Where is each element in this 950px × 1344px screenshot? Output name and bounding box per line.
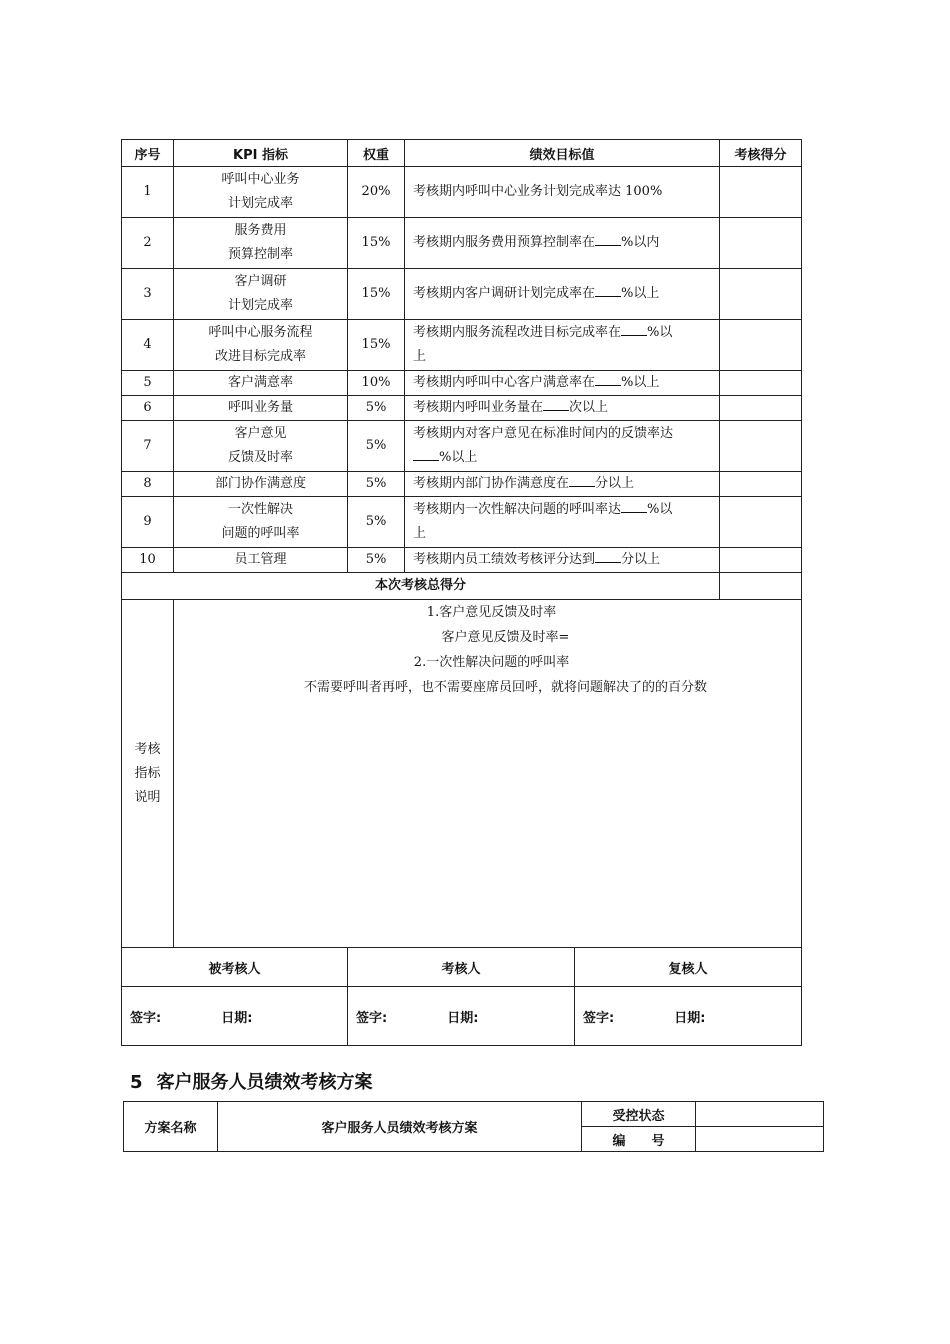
blank-field[interactable]: [595, 231, 621, 246]
notes-content: [174, 600, 802, 948]
row-kpi-name: 部门协作满意度: [174, 472, 348, 497]
plan-info-table: [123, 1101, 824, 1152]
header-no: 序号: [122, 140, 174, 167]
row-no: 4: [122, 320, 174, 371]
role-assessee: 被考核人: [122, 948, 348, 987]
row-kpi-name: 员工管理: [174, 548, 348, 573]
row-score-cell[interactable]: [720, 497, 802, 548]
control-status-label: 受控状态: [582, 1102, 696, 1127]
row-weight: 15%: [348, 320, 405, 371]
row-score-cell[interactable]: [720, 472, 802, 497]
assessor-signature-cell[interactable]: 签字: 日期:: [348, 987, 575, 1046]
table-row: [122, 396, 802, 421]
row-target: 考核期内呼叫中心业务计划完成率达 100%: [405, 167, 720, 218]
row-no: 3: [122, 269, 174, 320]
row-target: 考核期内对客户意见在标准时间内的反馈率达 %以上: [405, 421, 720, 472]
doc-number-label: 编 号: [582, 1127, 696, 1152]
note-item: 1.客户意见反馈及时率: [426, 605, 557, 620]
blank-field[interactable]: [621, 498, 647, 513]
plan-row: [124, 1102, 824, 1127]
total-row: [122, 573, 802, 600]
notes-row: [122, 600, 802, 948]
row-score-cell[interactable]: [720, 269, 802, 320]
row-no: 8: [122, 472, 174, 497]
row-weight: 20%: [348, 167, 405, 218]
note-item: 客户意见反馈及时率=: [441, 630, 570, 645]
assessee-signature-cell[interactable]: 签字: 日期:: [122, 987, 348, 1046]
kpi-header-row: [122, 140, 802, 167]
row-weight: 10%: [348, 371, 405, 396]
table-row: [122, 320, 802, 371]
section-heading: 客户服务人员绩效考核方案: [156, 1072, 373, 1093]
table-row: [122, 269, 802, 320]
section-title: [130, 1068, 373, 1094]
role-assessor: 考核人: [348, 948, 575, 987]
blank-field[interactable]: [413, 446, 439, 461]
row-kpi-name: 客户满意率: [174, 371, 348, 396]
row-target: 考核期内服务费用预算控制率在 %以内: [405, 218, 720, 269]
note-item: 2.一次性解决问题的呼叫率: [413, 655, 570, 670]
row-no: 2: [122, 218, 174, 269]
blank-field[interactable]: [595, 371, 621, 386]
blank-field[interactable]: [595, 282, 621, 297]
row-no: 7: [122, 421, 174, 472]
table-row: [122, 548, 802, 573]
row-no: 6: [122, 396, 174, 421]
row-no: 10: [122, 548, 174, 573]
row-target: 考核期内部门协作满意度在 分以上: [405, 472, 720, 497]
table-row: [122, 421, 802, 472]
header-weight: 权重: [348, 140, 405, 167]
row-target: 考核期内员工绩效考核评分达到 分以上: [405, 548, 720, 573]
signature-table: [121, 947, 802, 1046]
kpi-table: [121, 139, 802, 948]
header-target: 绩效目标值: [405, 140, 720, 167]
row-weight: 5%: [348, 497, 405, 548]
control-status-cell[interactable]: [696, 1102, 824, 1127]
row-score-cell[interactable]: [720, 218, 802, 269]
doc-number-cell[interactable]: [696, 1127, 824, 1152]
table-row: [122, 497, 802, 548]
row-no: 5: [122, 371, 174, 396]
row-weight: 5%: [348, 472, 405, 497]
header-kpi: KPI 指标: [174, 140, 348, 167]
row-kpi-name: 客户调研 计划完成率: [174, 269, 348, 320]
blank-field[interactable]: [621, 321, 647, 336]
header-score: 考核得分: [720, 140, 802, 167]
total-score-cell[interactable]: [720, 573, 802, 600]
row-kpi-name: 呼叫中心服务流程 改进目标完成率: [174, 320, 348, 371]
row-weight: 5%: [348, 421, 405, 472]
table-row: [122, 472, 802, 497]
row-kpi-name: 呼叫业务量: [174, 396, 348, 421]
row-kpi-name: 客户意见 反馈及时率: [174, 421, 348, 472]
row-kpi-name: 一次性解决 问题的呼叫率: [174, 497, 348, 548]
notes-label: 考核 指标 说明: [122, 600, 174, 948]
row-kpi-name: 服务费用 预算控制率: [174, 218, 348, 269]
row-no: 1: [122, 167, 174, 218]
total-score-label: 本次考核总得分: [122, 573, 720, 600]
signature-roles-row: [122, 948, 802, 987]
row-target: 考核期内呼叫中心客户满意率在 %以上: [405, 371, 720, 396]
row-target: 考核期内一次性解决问题的呼叫率达 %以 上: [405, 497, 720, 548]
row-target: 考核期内服务流程改进目标完成率在 %以 上: [405, 320, 720, 371]
row-kpi-name: 呼叫中心业务 计划完成率: [174, 167, 348, 218]
section-number: 5: [130, 1072, 143, 1093]
plan-name-label: 方案名称: [124, 1102, 218, 1152]
row-weight: 5%: [348, 396, 405, 421]
role-reviewer: 复核人: [575, 948, 802, 987]
table-row: [122, 167, 802, 218]
row-score-cell[interactable]: [720, 421, 802, 472]
row-score-cell[interactable]: [720, 320, 802, 371]
blank-field[interactable]: [595, 548, 621, 563]
table-row: [122, 218, 802, 269]
blank-field[interactable]: [569, 472, 595, 487]
row-score-cell[interactable]: [720, 548, 802, 573]
table-row: [122, 371, 802, 396]
row-weight: 15%: [348, 218, 405, 269]
row-target: 考核期内客户调研计划完成率在 %以上: [405, 269, 720, 320]
row-weight: 5%: [348, 548, 405, 573]
blank-field[interactable]: [543, 396, 569, 411]
note-item: 不需要呼叫者再呼，也不需要座席员回呼，就将问题解决了的的百分数: [303, 680, 707, 695]
row-weight: 15%: [348, 269, 405, 320]
row-score-cell[interactable]: [720, 371, 802, 396]
plan-name-value: 客户服务人员绩效考核方案: [218, 1102, 582, 1152]
row-score-cell[interactable]: [720, 396, 802, 421]
row-score-cell[interactable]: [720, 167, 802, 218]
signature-fields-row: [122, 987, 802, 1046]
reviewer-signature-cell[interactable]: 签字: 日期:: [575, 987, 802, 1046]
row-target: 考核期内呼叫业务量在 次以上: [405, 396, 720, 421]
row-no: 9: [122, 497, 174, 548]
